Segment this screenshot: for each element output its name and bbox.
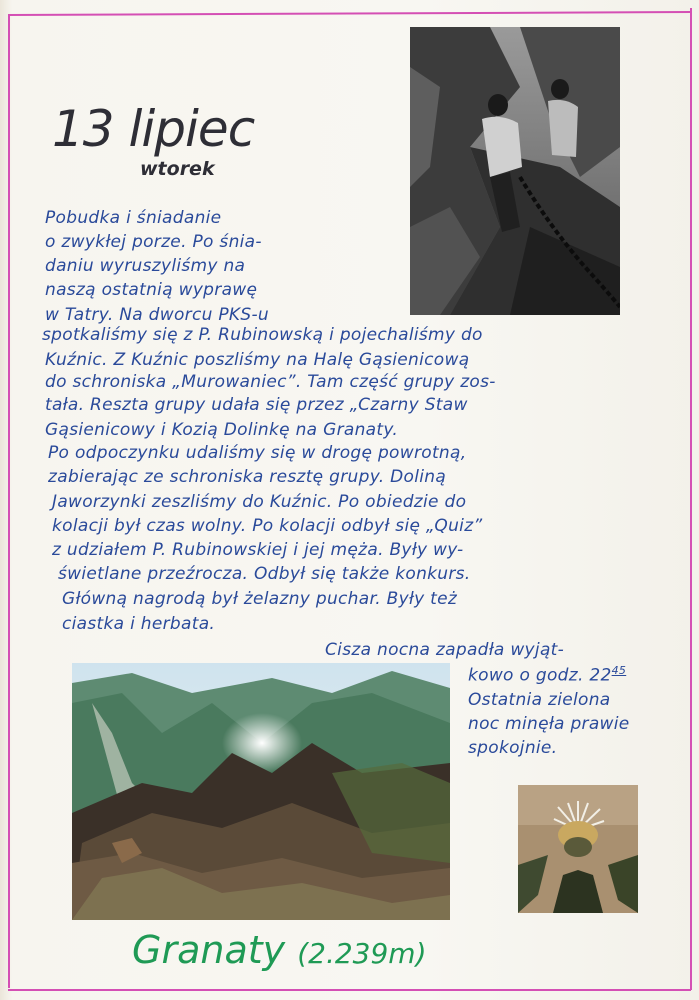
journal-line: Gąsienicowy i Kozią Dolinkę na Granaty. (45, 420, 399, 440)
journal-line: z udziałem P. Rubinowskiej i jej męża. Były wy- (52, 540, 464, 560)
night-line-text: Cisza nocna zapadła wyjąt- (325, 640, 565, 660)
journal-line: Jaworzynki zeszliśmy do Kuźnic. Po obiedzie do (52, 492, 467, 512)
night-line (468, 664, 626, 686)
weekday-label: wtorek (140, 158, 215, 180)
journal-line: kolacji był czas wolny. Po kolacji odbył się „Quiz” (52, 516, 483, 536)
night-line (468, 714, 630, 734)
journal-line: o zwykłej porze. Po śnia- (45, 232, 262, 252)
night-line-text: spokojnie. (468, 738, 558, 758)
caption-altitude: (2.239m) (297, 937, 427, 970)
journal-line: daniu wyruszyliśmy na (45, 256, 246, 276)
granaty-mountain-photo (72, 663, 450, 920)
caption-name: Granaty (132, 928, 286, 972)
border-bottom (8, 989, 691, 991)
climbers-photo (410, 27, 620, 315)
night-line (325, 640, 564, 660)
night-line (468, 690, 611, 710)
journal-line: zabierając ze schroniska resztę grupy. Doliną (48, 467, 447, 487)
date-title: 13 lipiec (52, 100, 255, 158)
thistle-flower-photo (518, 785, 638, 913)
journal-line: naszą ostatnią wyprawę (45, 280, 258, 300)
journal-line: w Tatry. Na dworcu PKS-u (45, 305, 269, 325)
border-right (690, 8, 692, 990)
journal-line: tała. Reszta grupy udała się przez „Czarny Staw (45, 395, 468, 415)
border-top (8, 11, 691, 16)
journal-line: Kuźnic. Z Kuźnic poszliśmy na Halę Gąsienicową (45, 350, 470, 370)
journal-line: Główną nagrodą był żelazny puchar. Były też (62, 589, 458, 609)
night-line-text: kowo o godz. 22 (468, 665, 612, 686)
border-left (8, 14, 10, 988)
night-line-text: Ostatnia zielona (468, 690, 611, 710)
journal-line: Pobudka i śniadanie (45, 208, 222, 228)
journal-line: spotkaliśmy się z P. Rubinowską i pojechaliśmy do (42, 325, 483, 345)
journal-line: ciastka i herbata. (62, 614, 216, 634)
night-line (468, 738, 557, 758)
night-time-minutes: 45 (611, 664, 627, 677)
journal-line: do schroniska „Murowaniec”. Tam część grupy zos- (45, 372, 496, 392)
photo-caption (132, 928, 427, 972)
journal-line: świetlane przeźrocza. Odbył się także konkurs. (58, 564, 471, 584)
journal-line: Po odpoczynku udaliśmy się w drogę powrotną, (48, 443, 467, 463)
night-line-text: noc minęła prawie (468, 714, 630, 734)
